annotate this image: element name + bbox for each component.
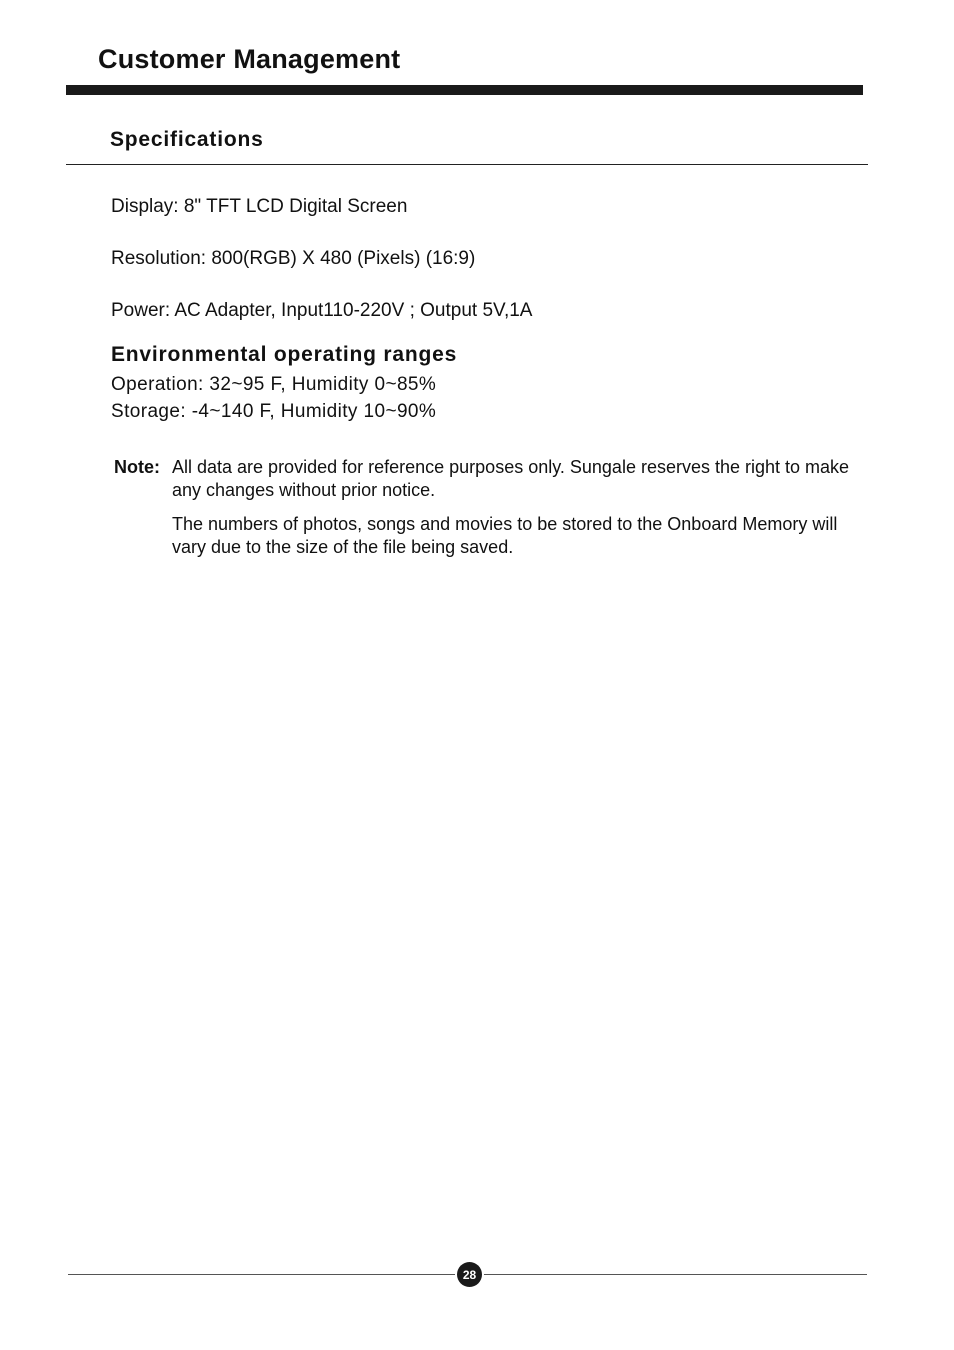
env-storage: Storage: -4~140 F, Humidity 10~90% <box>111 401 437 422</box>
spec-resolution: Resolution: 800(RGB) X 480 (Pixels) (16:9) <box>111 248 476 269</box>
title-divider <box>66 85 863 95</box>
note-label: Note: <box>114 457 160 477</box>
note-block <box>114 456 874 559</box>
page-title: Customer Management <box>98 44 401 74</box>
note-paragraph-2: The numbers of photos, songs and movies to be stored to the Onboard Memory will vary due to the size of the file being saved. <box>172 514 838 557</box>
spec-display: Display: 8" TFT LCD Digital Screen <box>111 196 408 217</box>
specifications-heading: Specifications <box>110 128 264 151</box>
note-paragraph-1: All data are provided for reference purposes only. Sungale reserves the right to make any changes without prior notice. <box>172 457 850 500</box>
environment-heading: Environmental operating ranges <box>111 343 458 366</box>
spec-power: Power: AC Adapter, Input110-220V ; Output 5V,1A <box>111 300 533 321</box>
env-operation: Operation: 32~95 F, Humidity 0~85% <box>111 374 437 395</box>
page-number-badge: 28 <box>457 1262 482 1287</box>
note-row <box>114 456 874 502</box>
section-divider <box>66 164 868 165</box>
